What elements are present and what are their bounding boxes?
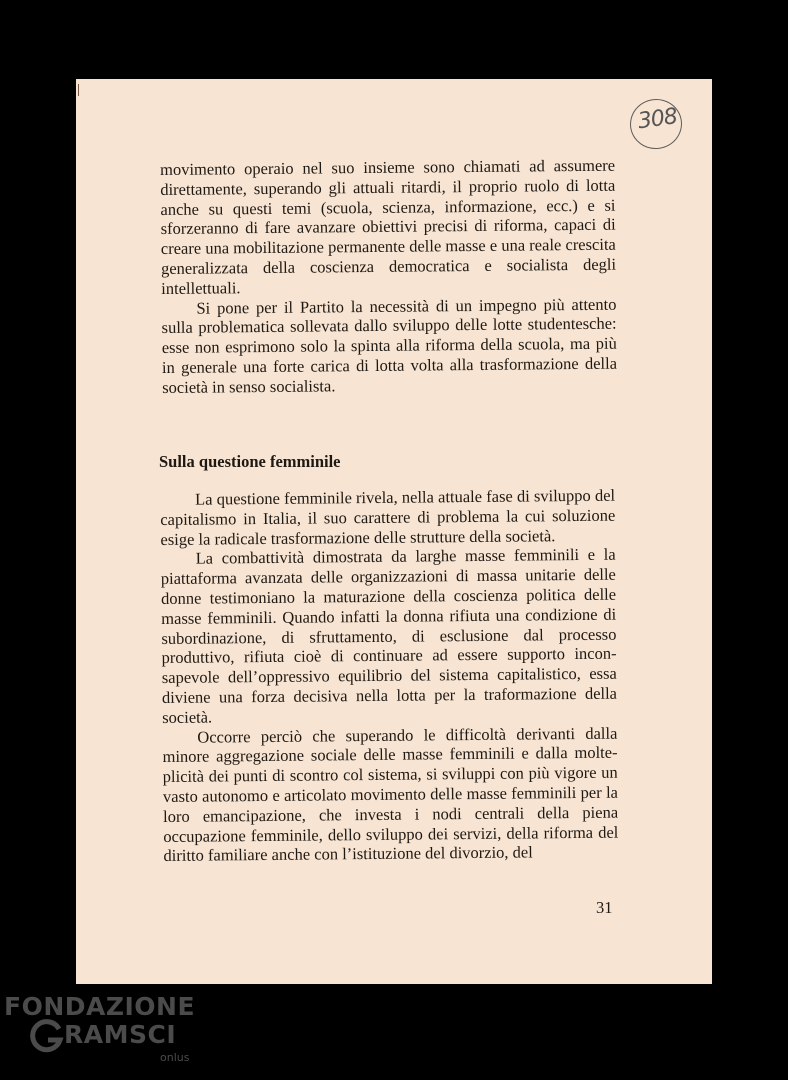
paragraph: La questione femminile rivela, nella attuale fase di sviluppo del capitalismo in Italia, il suo carattere di problema la cui soluzione esige la radicale trasformazione delle strutture della società. [160, 485, 616, 549]
logo-subtitle: onlus [160, 1051, 190, 1064]
annotation-number: 308 [636, 104, 679, 135]
paragraph: La combattività dimostrata da larghe masse femminili e la piattaforma avanzata delle organizzazioni di massa unitarie delle donne testimoniano la maturazione della coscienza politica delle masse femminili. Quando infatti la donna rifiuta una condizione di subordinazione, di sfruttamento, di esclusione dal processo produttivo, rifiuta cioè di continuare ad essere supporto inconsapevole dell’oppressivo equilibrio del sistema capitalistico, essa diviene una forza decisiva nella lotta per la traformazione della società. [160, 545, 618, 727]
logo-line-2: RAMSCI [64, 1020, 177, 1049]
section-text-block [160, 486, 619, 866]
paragraph: movimento operaio nel suo insieme sono chiamati ad assumere direttamente, superando gli attuali ritardi, il proprio ruolo di lotta anche su questi temi (scuola, scienza, informazione, ecc.) e si sforzeranno di fare avanzare obiettivi precisi di riforma, capaci di creare una mobilitazione permanente delle masse e una reale crescita generalizzata della coscienza democratica e socialista degli intellettuali. [160, 155, 617, 298]
margin-mark [78, 84, 79, 96]
paragraph: Si pone per il Partito la necessità di un impegno più attento sulla problematica sollevata dallo sviluppo delle lotte studentesche: esse non esprimono solo la spinta alla riforma della scuola, ma più in generale una forte carica di lotta volta alla trasformazione della società in senso socialista. [161, 294, 618, 397]
page-number: 31 [596, 898, 613, 917]
intro-text-block [160, 156, 617, 398]
section-heading: Sulla questione femminile [159, 452, 341, 471]
logo-g-icon [30, 1019, 64, 1053]
paragraph: Occorre perciò che superando le difficoltà derivanti dalla minore aggregazione sociale delle masse femminili e dalla molteplicità dei punti di scontro col sistema, si sviluppi con più vigore un vasto autonomo e articolato movimento delle masse femminili per la loro emancipazione, che investa i nodi centrali della piena occupazione femminile, dello sviluppo dei servizi, della riforma del diritto familiare anche con l’istituzione del divorzio, del [162, 723, 619, 866]
logo-line-1: FONDAZIONE [4, 992, 196, 1021]
fondazione-gramsci-logo [4, 992, 194, 1067]
